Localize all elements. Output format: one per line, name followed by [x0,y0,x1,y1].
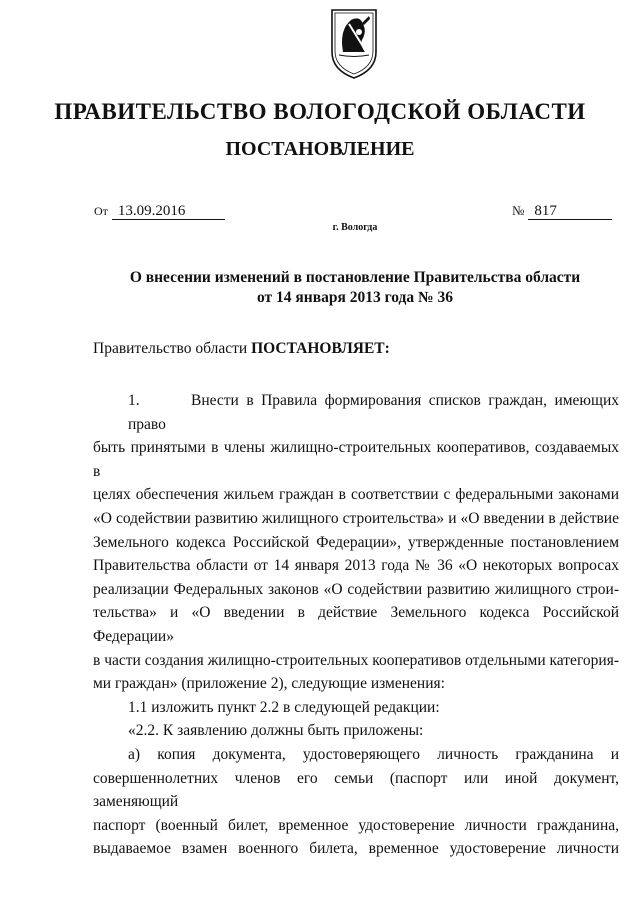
number-field [512,203,612,220]
number-label: № [512,203,525,218]
body-line: тельства» и «О введении в действие Земельного кодекса Российской Федерации» [93,604,619,645]
intro-keyword: ПОСТАНОВЛЯЕТ: [251,340,390,357]
body-line: «О содействии развитию жилищного строительства» и «О введении в действие [93,509,619,527]
document-subject [0,268,640,308]
body-line: Правительства области от 14 января 2013 года № 36 «О некоторых вопросах [93,557,619,575]
resolution-intro [93,340,390,358]
body-line: а) копия документа, удостоверяющего личность гражданина и [128,745,619,763]
city-label: г. Вологда [332,222,378,233]
number-value: 817 [528,203,612,220]
subject-line: О внесении изменений в постановление Правительства области [129,269,581,286]
body-line: 1.1 изложить пункт 2.2 в следующей редакции: [128,698,440,716]
body-line: совершеннолетних членов его семьи (паспорт или иной документ, заменяющий [93,769,619,811]
body-line: ми граждан» (приложение 2), следующие изменения: [93,675,445,693]
date-label: От [94,204,108,218]
government-title: ПРАВИТЕЛЬСТВО ВОЛОГОДСКОЙ ОБЛАСТИ [54,99,586,124]
body-line: целях обеспечения жильем граждан в соответствии с федеральными законами [93,486,619,504]
date-value: 13.09.2016 [112,203,225,220]
date-field [94,203,225,220]
intro-prefix: Правительство области [93,340,248,357]
body-line: реализации Федеральных законов «О содействии развитию жилищного строи- [93,580,619,598]
item-number: 1. [128,392,140,409]
body-line: быть принятыми в члены жилищно-строительных кооперативов, создаваемых в [93,439,619,480]
body-line: 1. Внести в Правила формирования списков граждан, имеющих право [93,389,619,436]
document-type: ПОСТАНОВЛЕНИЕ [225,138,415,160]
body-line: Земельного кодекса Российской Федерации», утвержденные постановлением [93,533,619,551]
body-line: в части создания жилищно-строительных кооперативов отдельными категория- [93,651,619,669]
body-line: паспорт (военный билет, временное удостоверение личности гражданина, [93,816,619,834]
coat-of-arms-icon [329,8,379,80]
body-line: «2.2. К заявлению должны быть приложены: [128,722,424,740]
subject-line: от 14 января 2013 года № 36 [257,289,453,306]
document-body [93,389,619,861]
body-line: выдаваемое взамен военного билета, временное удостоверение личности [93,840,619,858]
